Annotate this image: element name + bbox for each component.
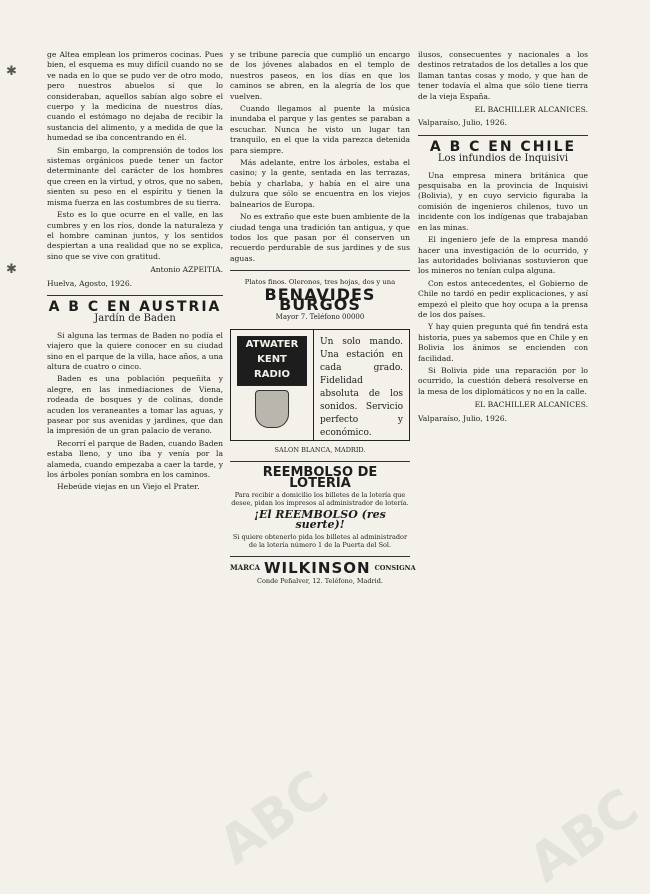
radio-copy: Un solo mando. Una estación en cada grado. Fidelidad absoluta de los sonidos. Servicio perfecto y económico. bbox=[320, 336, 403, 438]
radio-logo-panel bbox=[231, 330, 314, 440]
article-subtitle: Los infundios de Inquisivi bbox=[437, 153, 569, 165]
article-paragraph: Hebeúde viejas en un Viejo el Prater. bbox=[57, 482, 200, 492]
article-paragraph: Con estos antecedentes, el Gobierno de Chile no tardó en pedir explicaciones, y así empezó el pleito que hoy ocupa a la prensa de los dos países. bbox=[418, 278, 588, 319]
dateline: Huelva, Agosto, 1926. bbox=[47, 278, 133, 288]
ad-benavides bbox=[230, 277, 410, 323]
divider bbox=[418, 135, 588, 136]
ad-brand: BENAVIDES BURGOS bbox=[264, 284, 376, 314]
ad-wilkinson bbox=[230, 558, 416, 577]
author-signature: EL BACHILLER ALCANICES. bbox=[474, 400, 588, 410]
column-right bbox=[418, 50, 588, 862]
article-paragraph: No es extraño que este buen ambiente de la ciudad tenga una tradición tan antigua, y que todos los que pasan por él conserven un recuerdo perdurable de sus jardines y de sus aguas. bbox=[230, 212, 410, 263]
radio-footer: SALON BLANCA, MADRID. bbox=[274, 445, 366, 454]
article-subtitle: Jardín de Baden bbox=[94, 313, 176, 325]
article-paragraph: ge Altea emplean los primeros cocinas. Pues bien, el esquema es muy difícil cuando no se ve nada en lo que se pudo ver de otro modo, pero nuestros abuelos sí que lo consideraban, aquellos sabían algo sobre el cuerpo y la medicina de nuestros días, cuando el estómago no dejaba de recibir la sustancia del alimento, y a medida de que la humedad se iba concentrando en él. bbox=[47, 50, 223, 143]
article-paragraph: El ingeniero jefe de la empresa mandó hacer una investigación de lo ocurrido, y las autoridades bolivianas sostuvieron que los mineros no tenían culpa alguna. bbox=[418, 235, 588, 276]
radio-emblem-icon bbox=[255, 390, 289, 428]
article-paragraph: Sin embargo, la comprensión de todos los sistemas orgánicos puede tener un factor determinante del carácter de los hombres que creen en la virtud, y otros, que no saben, sienten su peso en el espíritu y tienen la misma fuerza en las costumbres de su tierra. bbox=[47, 145, 223, 207]
article-paragraph: Y hay quien pregunta qué fin tendrá esta historia, pues ya sabemos que en Chile y en Bolivia los ánimos se encienden con facilidad. bbox=[418, 322, 588, 363]
dateline: Valparaíso, Julio, 1926. bbox=[418, 118, 507, 128]
lottery-body: Si quiere obtenerlo pida los billetes al administrador de la lotería número 1 de la Puerta del Sol. bbox=[232, 532, 408, 550]
lottery-title: REEMBOLSO DE LOTERÍA bbox=[262, 465, 378, 491]
column-left bbox=[47, 50, 223, 862]
ad-brand: WILKINSON bbox=[264, 558, 371, 577]
watermark-stamp: ABC bbox=[208, 759, 340, 877]
margin-mark-icon: ✱ bbox=[6, 64, 17, 79]
article-paragraph: Esto es lo que ocurre en el valle, en las cumbres y en los ríos, donde la naturaleza y el hombre caminan juntos, y los sentidos despiertan a una realidad que no se explica, sino que se vive con gratitud. bbox=[47, 210, 223, 261]
article-paragraph: Baden es una población pequeñita y alegre, en las inmediaciones de Viena, rodeada de bosques y de colinas, donde acuden los veraneantes a tomar las aguas, y pasear por sus avenidas y jardines, que dan la impresión de un gran palacio de verano. bbox=[47, 374, 223, 436]
divider bbox=[230, 270, 410, 271]
radio-logo-line: KENT bbox=[257, 353, 287, 365]
article-paragraph: Recorrí el parque de Baden, cuando Baden estaba lleno, y uno iba y venía por la alameda, cuando empezaba a caer la tarde, y los árboles ponían sombra en los caminos. bbox=[47, 438, 223, 480]
divider bbox=[230, 556, 410, 557]
ad-address: Conde Peñalver, 12. Teléfono, Madrid. bbox=[257, 577, 383, 586]
article-paragraph: Más adelante, entre los árboles, estaba el casino; y la gente, sentada en las terrazas, bebía y charlaba, y había en el aire una dulzura que sólo se encuentra en los viejos balnearios de Europa. bbox=[230, 158, 410, 209]
margin-mark-icon: ✱ bbox=[6, 262, 17, 277]
author-signature: EL BACHILLER ALCANICES. bbox=[474, 105, 588, 115]
ad-lottery bbox=[230, 465, 410, 550]
ad-marca-label: MARCA bbox=[230, 562, 260, 572]
section-title: A B C EN CHILE bbox=[429, 138, 577, 155]
article-paragraph: Una empresa minera británica que pesquisaba en la provincia de Inquisivi (Bolivia), y en cuyo servicio figuraba la comisión de ingenieros chilenos, tuvo un incidente con los indígenas que trabajaban en las minas. bbox=[418, 170, 588, 232]
lottery-slogan: ¡El REEMBOLSO (res suerte)! bbox=[254, 507, 386, 532]
divider bbox=[230, 461, 410, 462]
radio-logo-line: ATWATER bbox=[245, 338, 299, 350]
radio-logo bbox=[237, 336, 307, 386]
divider bbox=[47, 295, 223, 296]
article-paragraph: Si alguna las termas de Baden no podía el viajero que la quiere conocer en su ciudad sino en el parque de la villa, hace años, a una altura de cuatro o cinco. bbox=[47, 330, 223, 371]
article-paragraph: ilusos, consecuentes y nacionales a los destinos retratados de los detalles a los que llaman tantas cosas y modo, y que han de tener todavía el alma que sólo tiene tierra de la vieja España. bbox=[418, 50, 588, 101]
ad-address: Mayor 7. Teléfono 00000 bbox=[275, 313, 365, 322]
radio-logo-line: RADIO bbox=[254, 368, 290, 380]
ad-tagline: Platos finos. Oleronos, tres hojas, dos y una bbox=[244, 278, 396, 287]
dateline: Valparaíso, Julio, 1926. bbox=[418, 413, 507, 423]
article-paragraph: y se tribune parecía que cumplió un encargo de los jóvenes alabados en el templo de nuestros paseos, en los días en que los caminos se abren, en la alegría de los que vuelven. bbox=[230, 50, 410, 101]
ad-tag: CONSIGNA bbox=[374, 563, 416, 572]
watermark-stamp: ABC bbox=[518, 777, 650, 894]
article-paragraph: Cuando llegamos al puente la música inundaba el parque y las gentes se paraban a escuchar. Nunca he visto un lugar tan tranquilo, en el que la vida parezca detenida para siempre. bbox=[230, 104, 410, 155]
lottery-body: Para recibir a domicilio los billetes de la lotería que desee, pidan los impresos al administrador de lotería. bbox=[231, 490, 409, 508]
ad-radio bbox=[230, 329, 410, 441]
article-paragraph: Si Bolivia pide una reparación por lo ocurrido, la cuestión deberá resolverse en la mesa de los diplomáticos y no en la calle. bbox=[418, 365, 588, 396]
section-title: A B C EN AUSTRIA bbox=[48, 298, 222, 315]
column-middle bbox=[230, 50, 416, 862]
author-signature: Antonio AZPEITIA. bbox=[150, 265, 223, 275]
